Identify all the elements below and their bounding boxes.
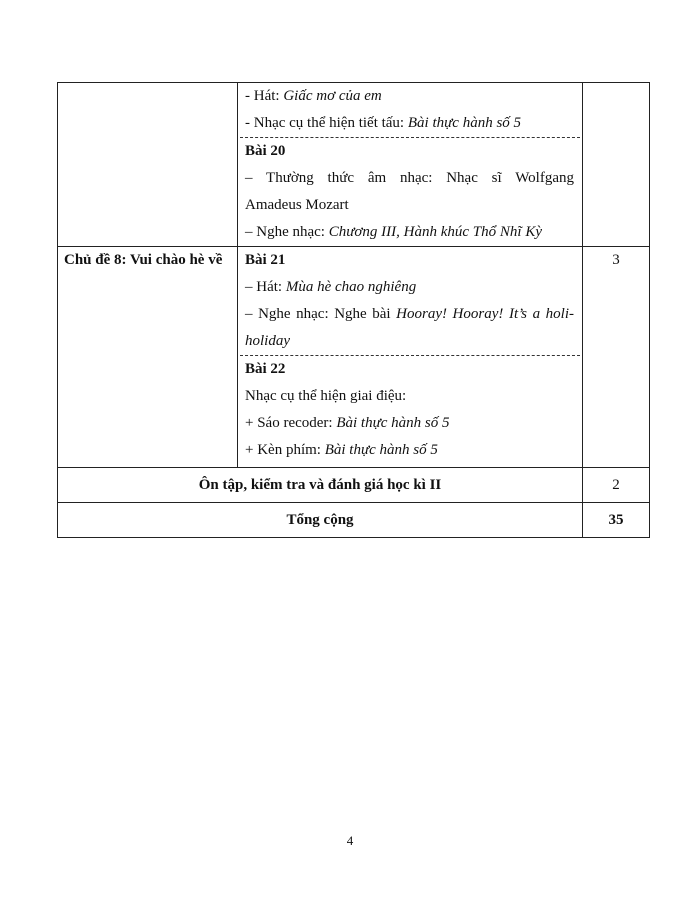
exercise-title: Bài thực hành số 5 bbox=[336, 415, 450, 431]
line-text: + Sáo recoder: bbox=[245, 415, 337, 431]
line-text: – Hát: bbox=[245, 279, 286, 295]
periods-cell-empty bbox=[583, 83, 650, 247]
page-number: 4 bbox=[346, 833, 354, 848]
line-text: + Kèn phím: bbox=[245, 442, 325, 458]
total-label: Tổng cộng bbox=[286, 512, 354, 528]
content-line bbox=[238, 219, 582, 246]
content-line bbox=[238, 83, 582, 110]
exercise-title: Bài thực hành số 5 bbox=[407, 115, 522, 131]
topic-cell bbox=[58, 247, 238, 468]
content-line bbox=[238, 301, 582, 328]
periods-value: 3 bbox=[612, 252, 620, 268]
song-title: Giấc mơ của em bbox=[283, 88, 382, 104]
music-title: Hooray! Hooray! It’s a holi- bbox=[396, 306, 574, 322]
table-row bbox=[58, 468, 650, 503]
content-line: Nhạc cụ thể hiện giai điệu: bbox=[245, 388, 407, 404]
line-text: – Nghe nhạc: Nghe bài bbox=[245, 306, 397, 322]
content-line bbox=[238, 274, 582, 301]
song-title: Mùa hè chao nghiêng bbox=[285, 279, 417, 295]
table-row bbox=[58, 503, 650, 538]
lesson-heading: Bài 22 bbox=[245, 361, 286, 377]
content-line bbox=[238, 110, 582, 137]
topic-title: Chủ đề 8: Vui chào hè về bbox=[64, 252, 223, 268]
total-cell bbox=[58, 503, 583, 538]
content-line bbox=[238, 410, 582, 437]
music-title-cont: holiday bbox=[245, 333, 290, 349]
periods-cell bbox=[583, 468, 650, 503]
table-row bbox=[58, 83, 650, 247]
content-cell bbox=[238, 83, 583, 247]
content-line: Amadeus Mozart bbox=[245, 197, 349, 213]
content-line: – Thường thức âm nhạc: Nhạc sĩ Wolfgang bbox=[245, 170, 574, 186]
topic-cell-empty bbox=[58, 83, 238, 247]
line-text: - Nhạc cụ thể hiện tiết tấu: bbox=[245, 115, 408, 131]
total-periods-value: 35 bbox=[608, 512, 624, 528]
total-periods-cell bbox=[583, 503, 650, 538]
lesson-plan-table bbox=[57, 82, 650, 538]
review-cell bbox=[58, 468, 583, 503]
periods-cell bbox=[583, 247, 650, 468]
music-title: Chương III, Hành khúc Thổ Nhĩ Kỳ bbox=[328, 224, 542, 240]
review-label: Ôn tập, kiểm tra và đánh giá học kì II bbox=[198, 477, 442, 493]
table-row bbox=[58, 247, 650, 468]
lesson-heading: Bài 20 bbox=[245, 143, 286, 159]
content-line bbox=[238, 437, 582, 467]
periods-value: 2 bbox=[612, 477, 620, 493]
content-cell bbox=[238, 247, 583, 468]
exercise-title: Bài thực hành số 5 bbox=[324, 442, 438, 458]
line-text: - Hát: bbox=[245, 88, 284, 104]
lesson-heading: Bài 21 bbox=[245, 252, 286, 268]
line-text: – Nghe nhạc: bbox=[245, 224, 329, 240]
